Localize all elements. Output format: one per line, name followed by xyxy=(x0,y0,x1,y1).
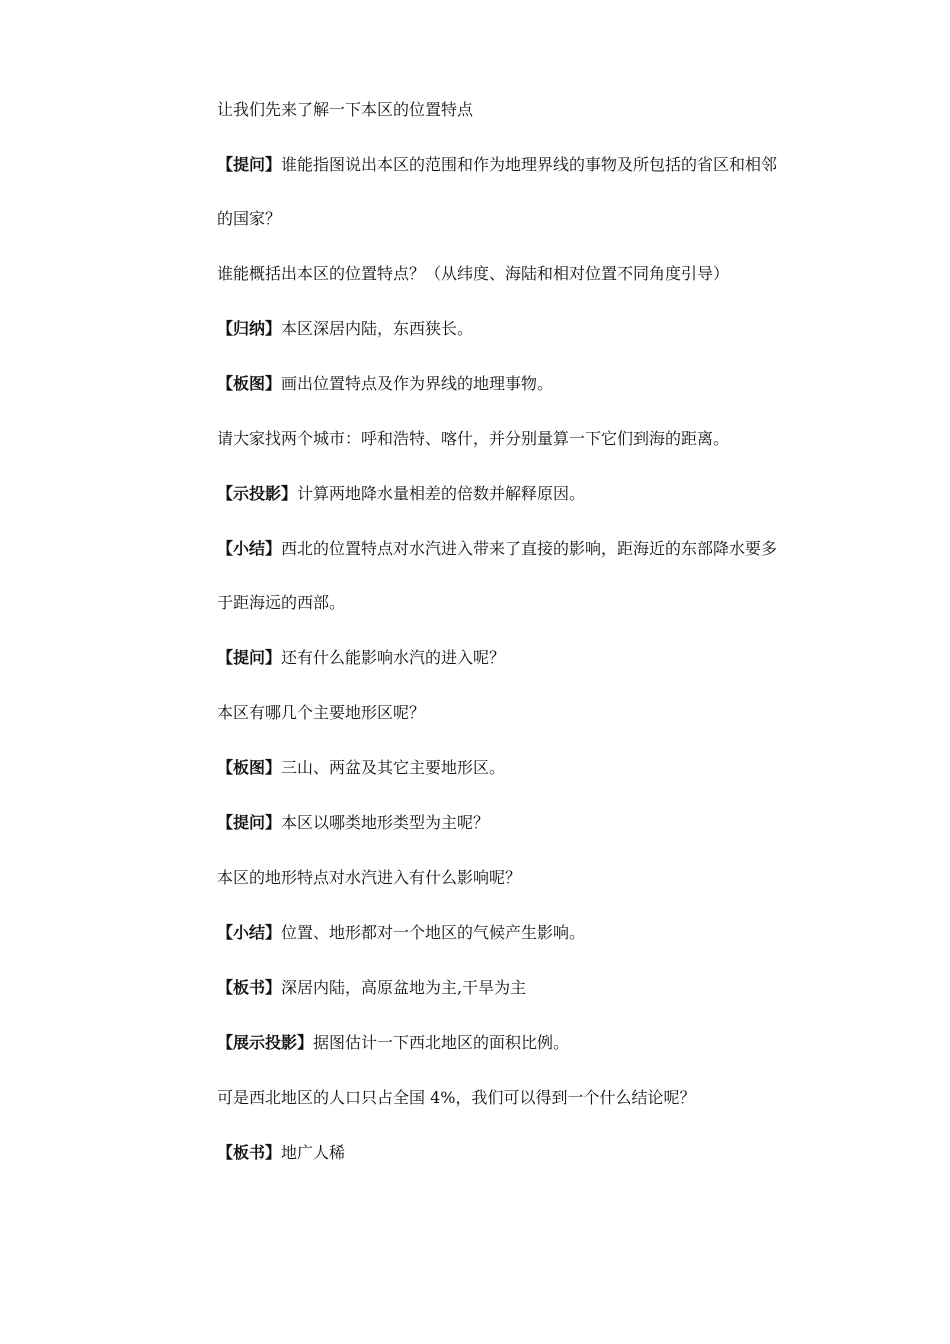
paragraph-17 xyxy=(217,1084,817,1112)
paragraph-line: 【板书】深居内陆，高原盆地为主,干旱为主 xyxy=(217,978,527,997)
paragraph-line: 【提问】谁能指图说出本区的范围和作为地理界线的事物及所包括的省区和相邻 xyxy=(217,155,778,174)
paragraph-line: 【展示投影】据图估计一下西北地区的面积比例。 xyxy=(217,1033,570,1052)
paragraph-10 xyxy=(217,699,817,727)
paragraph-line: 【板书】地广人稀 xyxy=(217,1143,346,1162)
section-tag: 【板图】 xyxy=(217,374,282,393)
section-tag: 【归纳】 xyxy=(217,319,282,338)
paragraph-2 xyxy=(217,151,817,233)
section-tag: 【板书】 xyxy=(217,1143,282,1162)
section-tag: 【提问】 xyxy=(217,813,282,832)
paragraph-line: 本区的地形特点对水汽进入有什么影响呢？ xyxy=(217,868,522,887)
paragraph-12 xyxy=(217,809,817,837)
section-tag: 【小结】 xyxy=(217,923,282,942)
paragraph-line: 的国家？ xyxy=(217,209,282,228)
section-tag: 【板图】 xyxy=(217,758,282,777)
paragraph-line: 【小结】位置、地形都对一个地区的气候产生影响。 xyxy=(217,923,586,942)
paragraph-line: 【板图】三山、两盆及其它主要地形区。 xyxy=(217,758,506,777)
section-tag: 【示投影】 xyxy=(217,484,298,503)
paragraph-6 xyxy=(217,425,817,453)
paragraph-line: 【提问】还有什么能影响水汽的进入呢？ xyxy=(217,648,506,667)
paragraph-line: 【提问】本区以哪类地形类型为主呢？ xyxy=(217,813,490,832)
paragraph-line: 请大家找两个城市：呼和浩特、喀什，并分别量算一下它们到海的距离。 xyxy=(217,429,730,448)
document-body xyxy=(217,96,817,1194)
paragraph-14 xyxy=(217,919,817,947)
paragraph-18 xyxy=(217,1139,817,1167)
section-tag: 【板书】 xyxy=(217,978,282,997)
paragraph-1 xyxy=(217,96,817,124)
section-tag: 【展示投影】 xyxy=(217,1033,314,1052)
paragraph-line: 让我们先来了解一下本区的位置特点 xyxy=(217,100,474,119)
paragraph-3 xyxy=(217,260,817,288)
section-tag: 【小结】 xyxy=(217,539,282,558)
section-tag: 【提问】 xyxy=(217,155,282,174)
paragraph-15 xyxy=(217,974,817,1002)
paragraph-8 xyxy=(217,535,817,617)
paragraph-13 xyxy=(217,864,817,892)
section-tag: 【提问】 xyxy=(217,648,282,667)
paragraph-line: 【小结】西北的位置特点对水汽进入带来了直接的影响，距海近的东部降水要多 xyxy=(217,539,778,558)
paragraph-5 xyxy=(217,370,817,398)
paragraph-16 xyxy=(217,1029,817,1057)
paragraph-line: 本区有哪几个主要地形区呢？ xyxy=(217,703,426,722)
paragraph-line: 【示投影】计算两地降水量相差的倍数并解释原因。 xyxy=(217,484,586,503)
paragraph-line: 可是西北地区的人口只占全国 4%，我们可以得到一个什么结论呢？ xyxy=(217,1088,696,1107)
paragraph-line: 【归纳】本区深居内陆，东西狭长。 xyxy=(217,319,474,338)
paragraph-4 xyxy=(217,315,817,343)
paragraph-line: 【板图】画出位置特点及作为界线的地理事物。 xyxy=(217,374,554,393)
paragraph-line: 谁能概括出本区的位置特点？（从纬度、海陆和相对位置不同角度引导） xyxy=(217,264,730,283)
paragraph-line: 于距海远的西部。 xyxy=(217,593,346,612)
paragraph-9 xyxy=(217,644,817,672)
paragraph-11 xyxy=(217,754,817,782)
paragraph-7 xyxy=(217,480,817,508)
